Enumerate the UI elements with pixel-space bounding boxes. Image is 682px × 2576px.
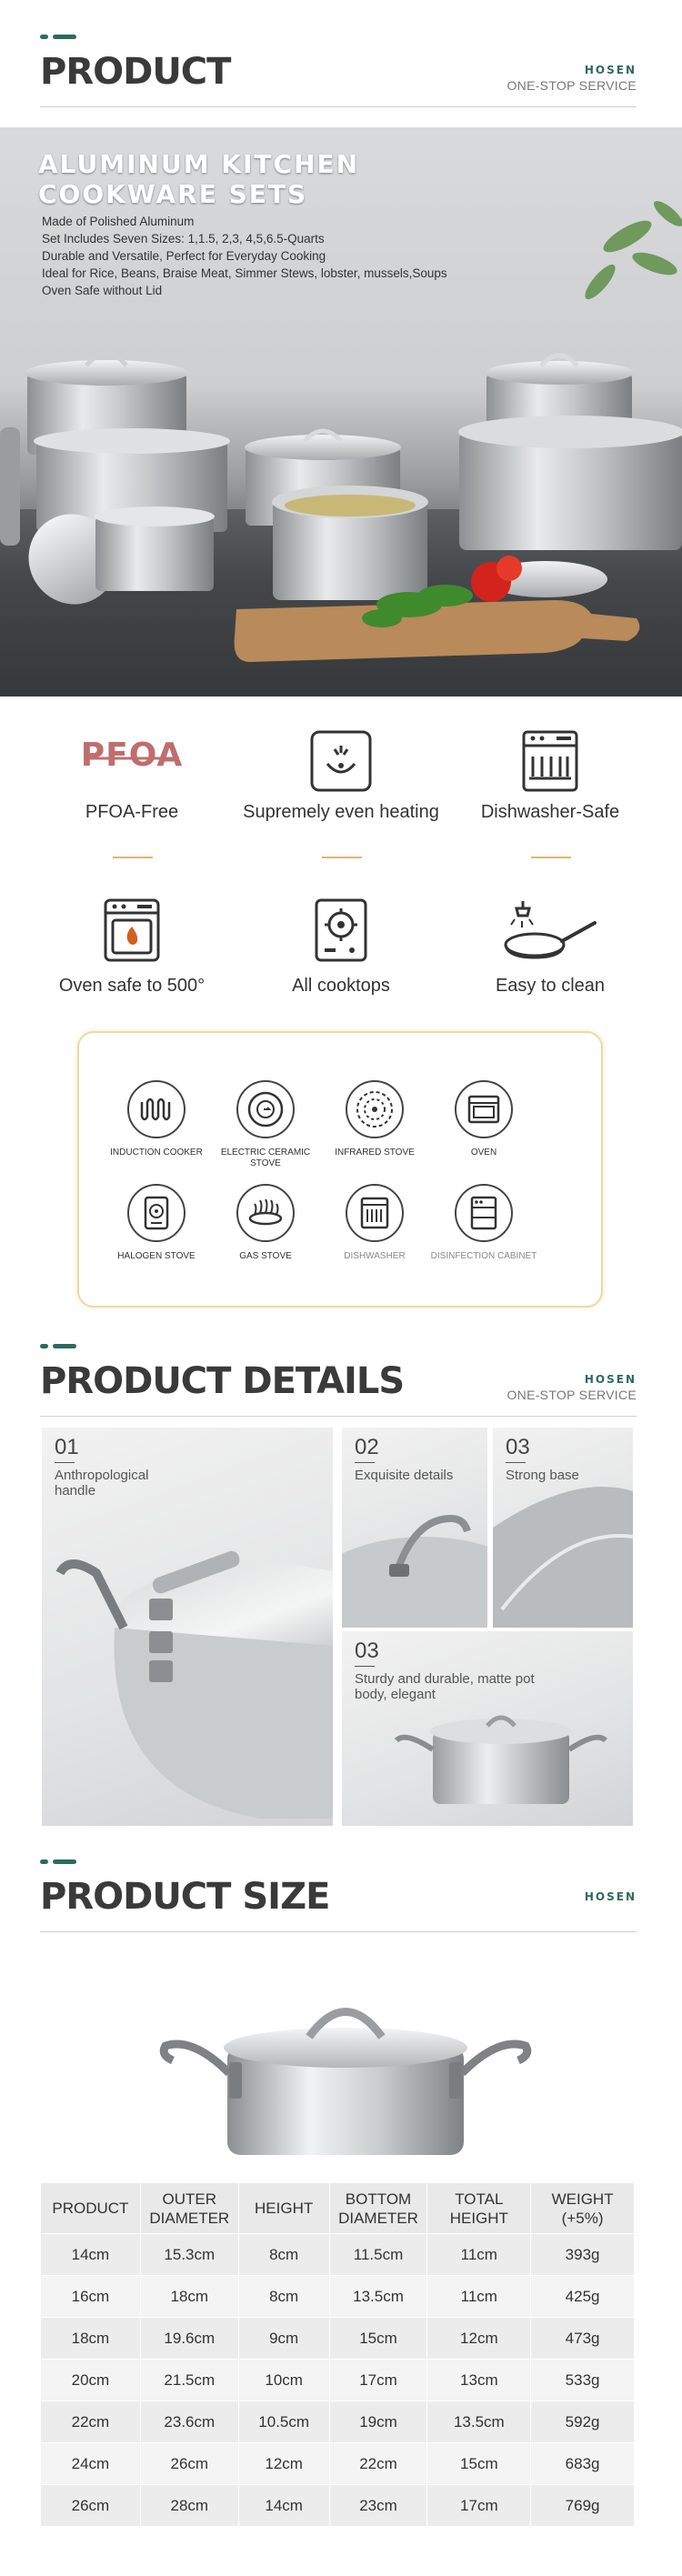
ceramic-stove-icon — [236, 1080, 295, 1138]
table-cell: 11.5cm — [329, 2234, 427, 2276]
detail-text: Sturdy and durable, matte pot body, elegant — [355, 1671, 535, 1702]
table-cell: 26cm — [41, 2485, 141, 2527]
table-cell: 15cm — [427, 2443, 531, 2485]
table-cell: 19.6cm — [140, 2318, 238, 2360]
hero-line: Made of Polished Aluminum — [42, 215, 195, 228]
table-header-cell: HEIGHT — [238, 2183, 329, 2234]
table-row — [41, 2485, 635, 2527]
cooktop-electric-ceramic — [211, 1080, 320, 1171]
table-cell: 13cm — [427, 2360, 531, 2401]
detail-number: 01 — [55, 1435, 79, 1459]
size-table — [40, 2182, 635, 2527]
detail-number: 03 — [506, 1435, 530, 1459]
cooktop-label: INDUCTION COOKER — [110, 1148, 203, 1158]
table-cell: 8cm — [238, 2276, 329, 2318]
table-cell: 533g — [531, 2360, 635, 2401]
hero-feature-list — [42, 213, 447, 299]
table-cell: 15.3cm — [140, 2234, 238, 2276]
feature-label: Oven safe to 500° — [58, 976, 206, 996]
pfoa-strike-icon — [77, 737, 186, 778]
disinfection-cabinet-icon — [455, 1184, 513, 1242]
pfoa-icon-text: PFOA — [80, 737, 184, 774]
cooktop-compatibility-panel — [77, 1031, 603, 1308]
table-cell: 28cm — [140, 2485, 238, 2527]
cooktop-oven — [429, 1080, 538, 1171]
feature-label: Dishwasher-Safe — [480, 802, 620, 822]
feature-label: All cooktops — [292, 976, 390, 996]
cooktop-label: OVEN — [470, 1148, 497, 1158]
detail-number-underline — [55, 1462, 75, 1463]
feature-oven-safe — [18, 896, 246, 1005]
table-cell: 26cm — [140, 2443, 238, 2485]
table-cell: 14cm — [41, 2234, 141, 2276]
table-cell: 12cm — [427, 2318, 531, 2360]
table-row — [41, 2443, 635, 2485]
table-cell: 12cm — [238, 2443, 329, 2485]
table-cell: 683g — [531, 2443, 635, 2485]
hero-line: Set Includes Seven Sizes: 1,1.5, 2,3, 4,5,6.5-Quarts — [42, 232, 325, 246]
table-cell: 17cm — [329, 2360, 427, 2401]
detail-card-handle — [42, 1428, 333, 1826]
table-cell: 473g — [531, 2318, 635, 2360]
cooktop-label: HALOGEN STOVE — [117, 1251, 196, 1261]
detail-card-strong-base — [493, 1428, 633, 1628]
table-cell: 15cm — [329, 2318, 427, 2360]
detail-text: Strong base — [506, 1468, 579, 1483]
feature-label: Supremely even heating — [243, 802, 439, 822]
table-cell: 13.5cm — [329, 2276, 427, 2318]
oven-icon — [103, 897, 161, 963]
table-cell: 23cm — [329, 2485, 427, 2527]
table-cell: 9cm — [238, 2318, 329, 2360]
hero-banner — [0, 127, 682, 697]
feature-easy-to-clean — [436, 896, 664, 1005]
gas-stove-icon — [236, 1184, 295, 1242]
table-cell: 13.5cm — [427, 2401, 531, 2443]
table-header-cell: PRODUCT — [41, 2183, 141, 2234]
table-cell: 19cm — [329, 2401, 427, 2443]
table-header-cell: OUTER DIAMETER — [140, 2183, 238, 2234]
brand-tagline: ONE-STOP SERVICE — [506, 1388, 637, 1402]
table-row — [41, 2360, 635, 2401]
section-title: PRODUCT DETAILS — [40, 1360, 405, 1402]
cooktop-gas — [211, 1184, 320, 1275]
section-title: PRODUCT SIZE — [40, 1876, 330, 1918]
feature-underline — [322, 857, 362, 858]
table-cell: 10.5cm — [238, 2401, 329, 2443]
hero-title — [38, 149, 359, 209]
table-row — [41, 2234, 635, 2276]
table-cell: 21.5cm — [140, 2360, 238, 2401]
feature-dishwasher-safe — [436, 727, 664, 864]
detail-card-sturdy-body — [342, 1631, 633, 1826]
detail-number: 03 — [355, 1639, 379, 1663]
hero-line: Durable and Versatile, Perfect for Everyday Cooking — [42, 249, 326, 263]
table-cell: 8cm — [238, 2234, 329, 2276]
full-pot-photo — [342, 1631, 633, 1826]
brand-logo: HOSEN — [584, 64, 637, 76]
product-section-header — [40, 35, 637, 109]
brand-tagline: ONE-STOP SERVICE — [506, 78, 637, 93]
cooktop-label: ELECTRIC CERAMIC STOVE — [220, 1148, 311, 1168]
table-row — [41, 2401, 635, 2443]
frying-pan-icon — [500, 896, 600, 965]
details-section-header — [40, 1344, 637, 1418]
table-cell: 11cm — [427, 2276, 531, 2318]
table-row — [41, 2318, 635, 2360]
table-cell: 16cm — [41, 2276, 141, 2318]
dishwasher-icon — [346, 1184, 404, 1242]
cooktop-infrared — [320, 1080, 429, 1171]
table-header-row — [41, 2183, 635, 2234]
table-cell: 20cm — [41, 2360, 141, 2401]
table-cell: 10cm — [238, 2360, 329, 2401]
cooktop-disinfection-cabinet — [429, 1184, 538, 1275]
cooktop-label: DISINFECTION CABINET — [430, 1251, 537, 1261]
table-cell: 592g — [531, 2401, 635, 2443]
cooktop-label: DISHWASHER — [344, 1251, 406, 1261]
feature-underline — [113, 857, 153, 858]
table-header-cell: TOTAL HEIGHT — [427, 2183, 531, 2234]
cooktop-induction — [102, 1080, 211, 1171]
table-header-cell: WEIGHT (+5%) — [531, 2183, 635, 2234]
size-pot-photo — [155, 1982, 537, 2164]
hero-title-line1: ALUMINUM KITCHEN — [38, 149, 360, 179]
cooktop-label: INFRARED STOVE — [335, 1148, 415, 1158]
cooktop-label: GAS STOVE — [239, 1251, 292, 1261]
table-header-cell: BOTTOM DIAMETER — [329, 2183, 427, 2234]
table-cell: 11cm — [427, 2234, 531, 2276]
feature-even-heating — [227, 727, 455, 864]
table-cell: 17cm — [427, 2485, 531, 2527]
oven-icon — [455, 1080, 513, 1138]
detail-number-underline — [506, 1462, 526, 1463]
header-divider — [40, 1931, 637, 1932]
table-cell: 22cm — [329, 2443, 427, 2485]
cooktop-halogen — [102, 1184, 211, 1275]
detail-card-exquisite — [342, 1428, 487, 1628]
section-title: PRODUCT — [40, 51, 231, 93]
table-cell: 24cm — [41, 2443, 141, 2485]
header-divider — [40, 1416, 637, 1417]
brand-logo: HOSEN — [584, 1890, 637, 1903]
feature-pfoa-free — [18, 727, 246, 864]
brand-logo: HOSEN — [584, 1373, 637, 1386]
hero-line: Ideal for Rice, Beans, Braise Meat, Simmer Stews, lobster, mussels,Soups — [42, 266, 447, 280]
table-cell: 393g — [531, 2234, 635, 2276]
size-section-header — [40, 1859, 637, 1934]
halogen-stove-icon — [127, 1184, 186, 1242]
cooktop-icon — [314, 897, 368, 963]
infrared-stove-icon — [346, 1080, 404, 1138]
table-cell: 18cm — [140, 2276, 238, 2318]
detail-number-underline — [355, 1666, 375, 1667]
feature-underline — [531, 857, 571, 858]
table-cell: 425g — [531, 2276, 635, 2318]
table-row — [41, 2276, 635, 2318]
detail-text: Exquisite details — [355, 1468, 454, 1483]
table-cell: 18cm — [41, 2318, 141, 2360]
header-divider — [40, 106, 637, 107]
induction-coil-icon — [127, 1080, 186, 1138]
table-cell: 22cm — [41, 2401, 141, 2443]
dishwasher-icon — [520, 729, 580, 793]
hero-line: Oven Safe without Lid — [42, 284, 163, 297]
table-cell: 23.6cm — [140, 2401, 238, 2443]
feature-label: Easy to clean — [495, 976, 606, 996]
feature-all-cooktops — [227, 896, 455, 1005]
hero-title-line2: COOKWARE SETS — [38, 179, 308, 209]
table-cell: 769g — [531, 2485, 635, 2527]
table-cell: 14cm — [238, 2485, 329, 2527]
feature-label: PFOA-Free — [85, 802, 179, 822]
even-heating-icon — [309, 729, 373, 793]
detail-text: Anthropological handle — [55, 1468, 149, 1498]
detail-number: 02 — [355, 1435, 379, 1459]
cooktop-dishwasher — [320, 1184, 429, 1275]
detail-number-underline — [355, 1462, 375, 1463]
